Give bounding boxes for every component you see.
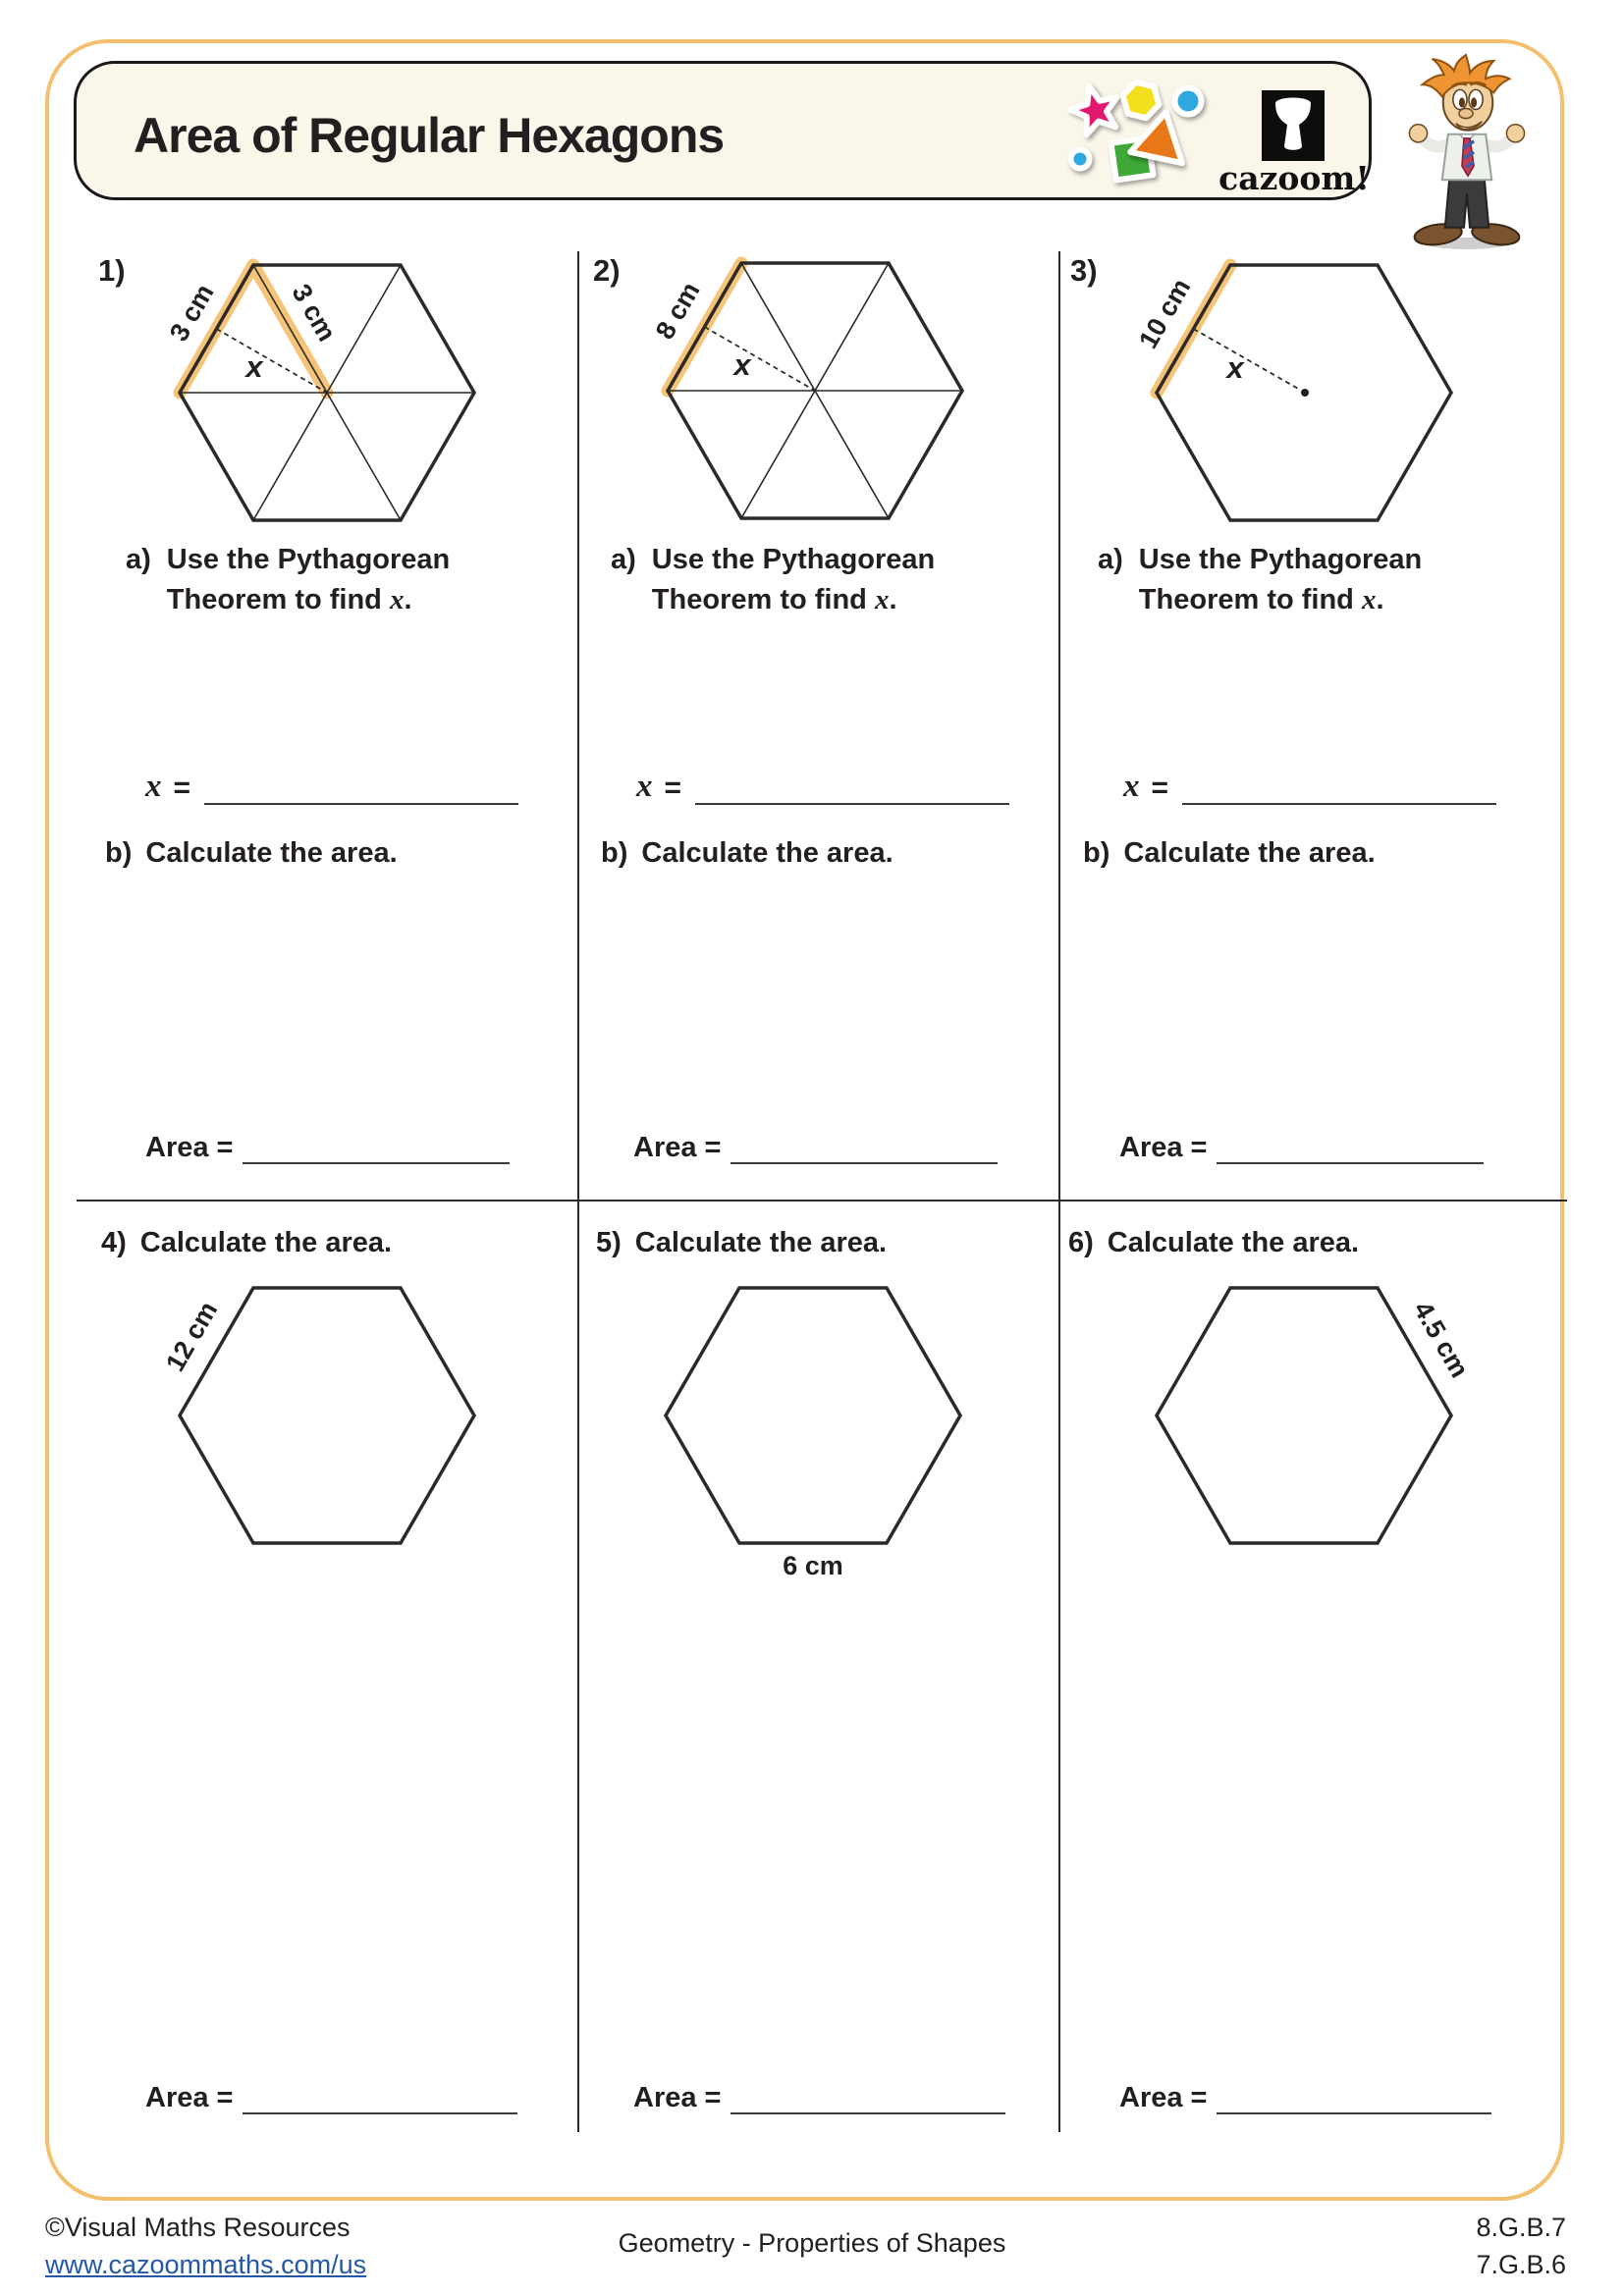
apothem-x-label: x	[733, 347, 751, 382]
column-divider	[577, 251, 579, 2132]
x-answer-row: x =	[1123, 766, 1496, 805]
edge-length-label: 10 cm	[1133, 273, 1197, 354]
hexagon-diagram-4	[150, 1268, 506, 1577]
problem-number: 2)	[593, 253, 621, 288]
copyright-text: ©Visual Maths Resources	[45, 2213, 351, 2242]
website-link[interactable]: www.cazoommaths.com/us	[45, 2250, 367, 2279]
column-divider	[1058, 251, 1060, 2132]
part-b-question: b) Calculate the area.	[105, 837, 398, 869]
row-divider	[77, 1200, 1567, 1201]
hexagon-diagram-5	[636, 1268, 992, 1580]
x-answer-blank[interactable]	[204, 766, 518, 805]
x-answer-blank[interactable]	[1182, 766, 1496, 805]
part-b-question: b) Calculate the area.	[1083, 837, 1376, 869]
hexagon-diagram-1	[150, 245, 506, 542]
hexagon-diagram-6	[1127, 1268, 1483, 1577]
side-length-label: 12 cm	[160, 1296, 224, 1377]
area-answer-blank[interactable]	[243, 2075, 517, 2114]
apothem-x-label: x	[245, 349, 263, 384]
area-answer-row: Area =	[1119, 2075, 1491, 2114]
hexagon-icon	[1119, 80, 1164, 120]
circle-icon	[1175, 88, 1202, 115]
star-icon	[1065, 80, 1124, 136]
footer-subject: Geometry - Properties of Shapes	[618, 2228, 1006, 2258]
area-answer-blank[interactable]	[1217, 2075, 1491, 2114]
hexagon-diagram-2	[638, 243, 994, 540]
part-a-question: a) Use the Pythagorean Theorem to find x.	[1098, 544, 1423, 615]
standard-code: 8.G.B.7	[1476, 2213, 1566, 2242]
mascot-icon	[1402, 55, 1532, 253]
x-answer-blank[interactable]	[695, 766, 1009, 805]
area-answer-blank[interactable]	[731, 2075, 1005, 2114]
area-answer-row: Area =	[633, 2075, 1005, 2114]
page-title: Area of Regular Hexagons	[134, 108, 725, 163]
drum-icon	[1262, 90, 1325, 161]
problem-number: 1)	[98, 253, 126, 288]
problem-prompt: 5) Calculate the area.	[596, 1227, 888, 1258]
x-answer-row: x =	[145, 766, 518, 805]
brand-text: cazoom!	[1218, 159, 1370, 197]
part-b-question: b) Calculate the area.	[601, 837, 893, 869]
area-answer-row: Area =	[633, 1125, 998, 1164]
problem-prompt: 4) Calculate the area.	[101, 1227, 393, 1258]
problem-prompt: 6) Calculate the area.	[1068, 1227, 1360, 1258]
area-answer-blank[interactable]	[1217, 1125, 1484, 1164]
radius-length-label: 3 cm	[286, 279, 343, 347]
side-length-label: 4.5 cm	[1407, 1296, 1475, 1383]
area-answer-row: Area =	[145, 2075, 517, 2114]
edge-length-label: 8 cm	[649, 277, 706, 345]
small-circle-icon	[1071, 150, 1090, 169]
footer-standards	[1476, 2209, 1566, 2283]
x-answer-row: x =	[636, 766, 1009, 805]
area-answer-row: Area =	[145, 1125, 510, 1164]
area-answer-blank[interactable]	[731, 1125, 998, 1164]
hexagon-diagram-3	[1127, 245, 1483, 542]
part-a-question: a) Use the Pythagorean Theorem to find x.	[126, 544, 451, 615]
edge-length-label: 3 cm	[163, 279, 220, 347]
part-a-question: a) Use the Pythagorean Theorem to find x.	[611, 544, 936, 615]
area-answer-row: Area =	[1119, 1125, 1484, 1164]
area-answer-blank[interactable]	[243, 1125, 510, 1164]
problem-number: 3)	[1070, 253, 1098, 288]
cazoom-logo	[1262, 90, 1325, 161]
side-length-label: 6 cm	[783, 1551, 843, 1580]
standard-code: 7.G.B.6	[1476, 2250, 1566, 2279]
apothem-x-label: x	[1226, 350, 1244, 385]
